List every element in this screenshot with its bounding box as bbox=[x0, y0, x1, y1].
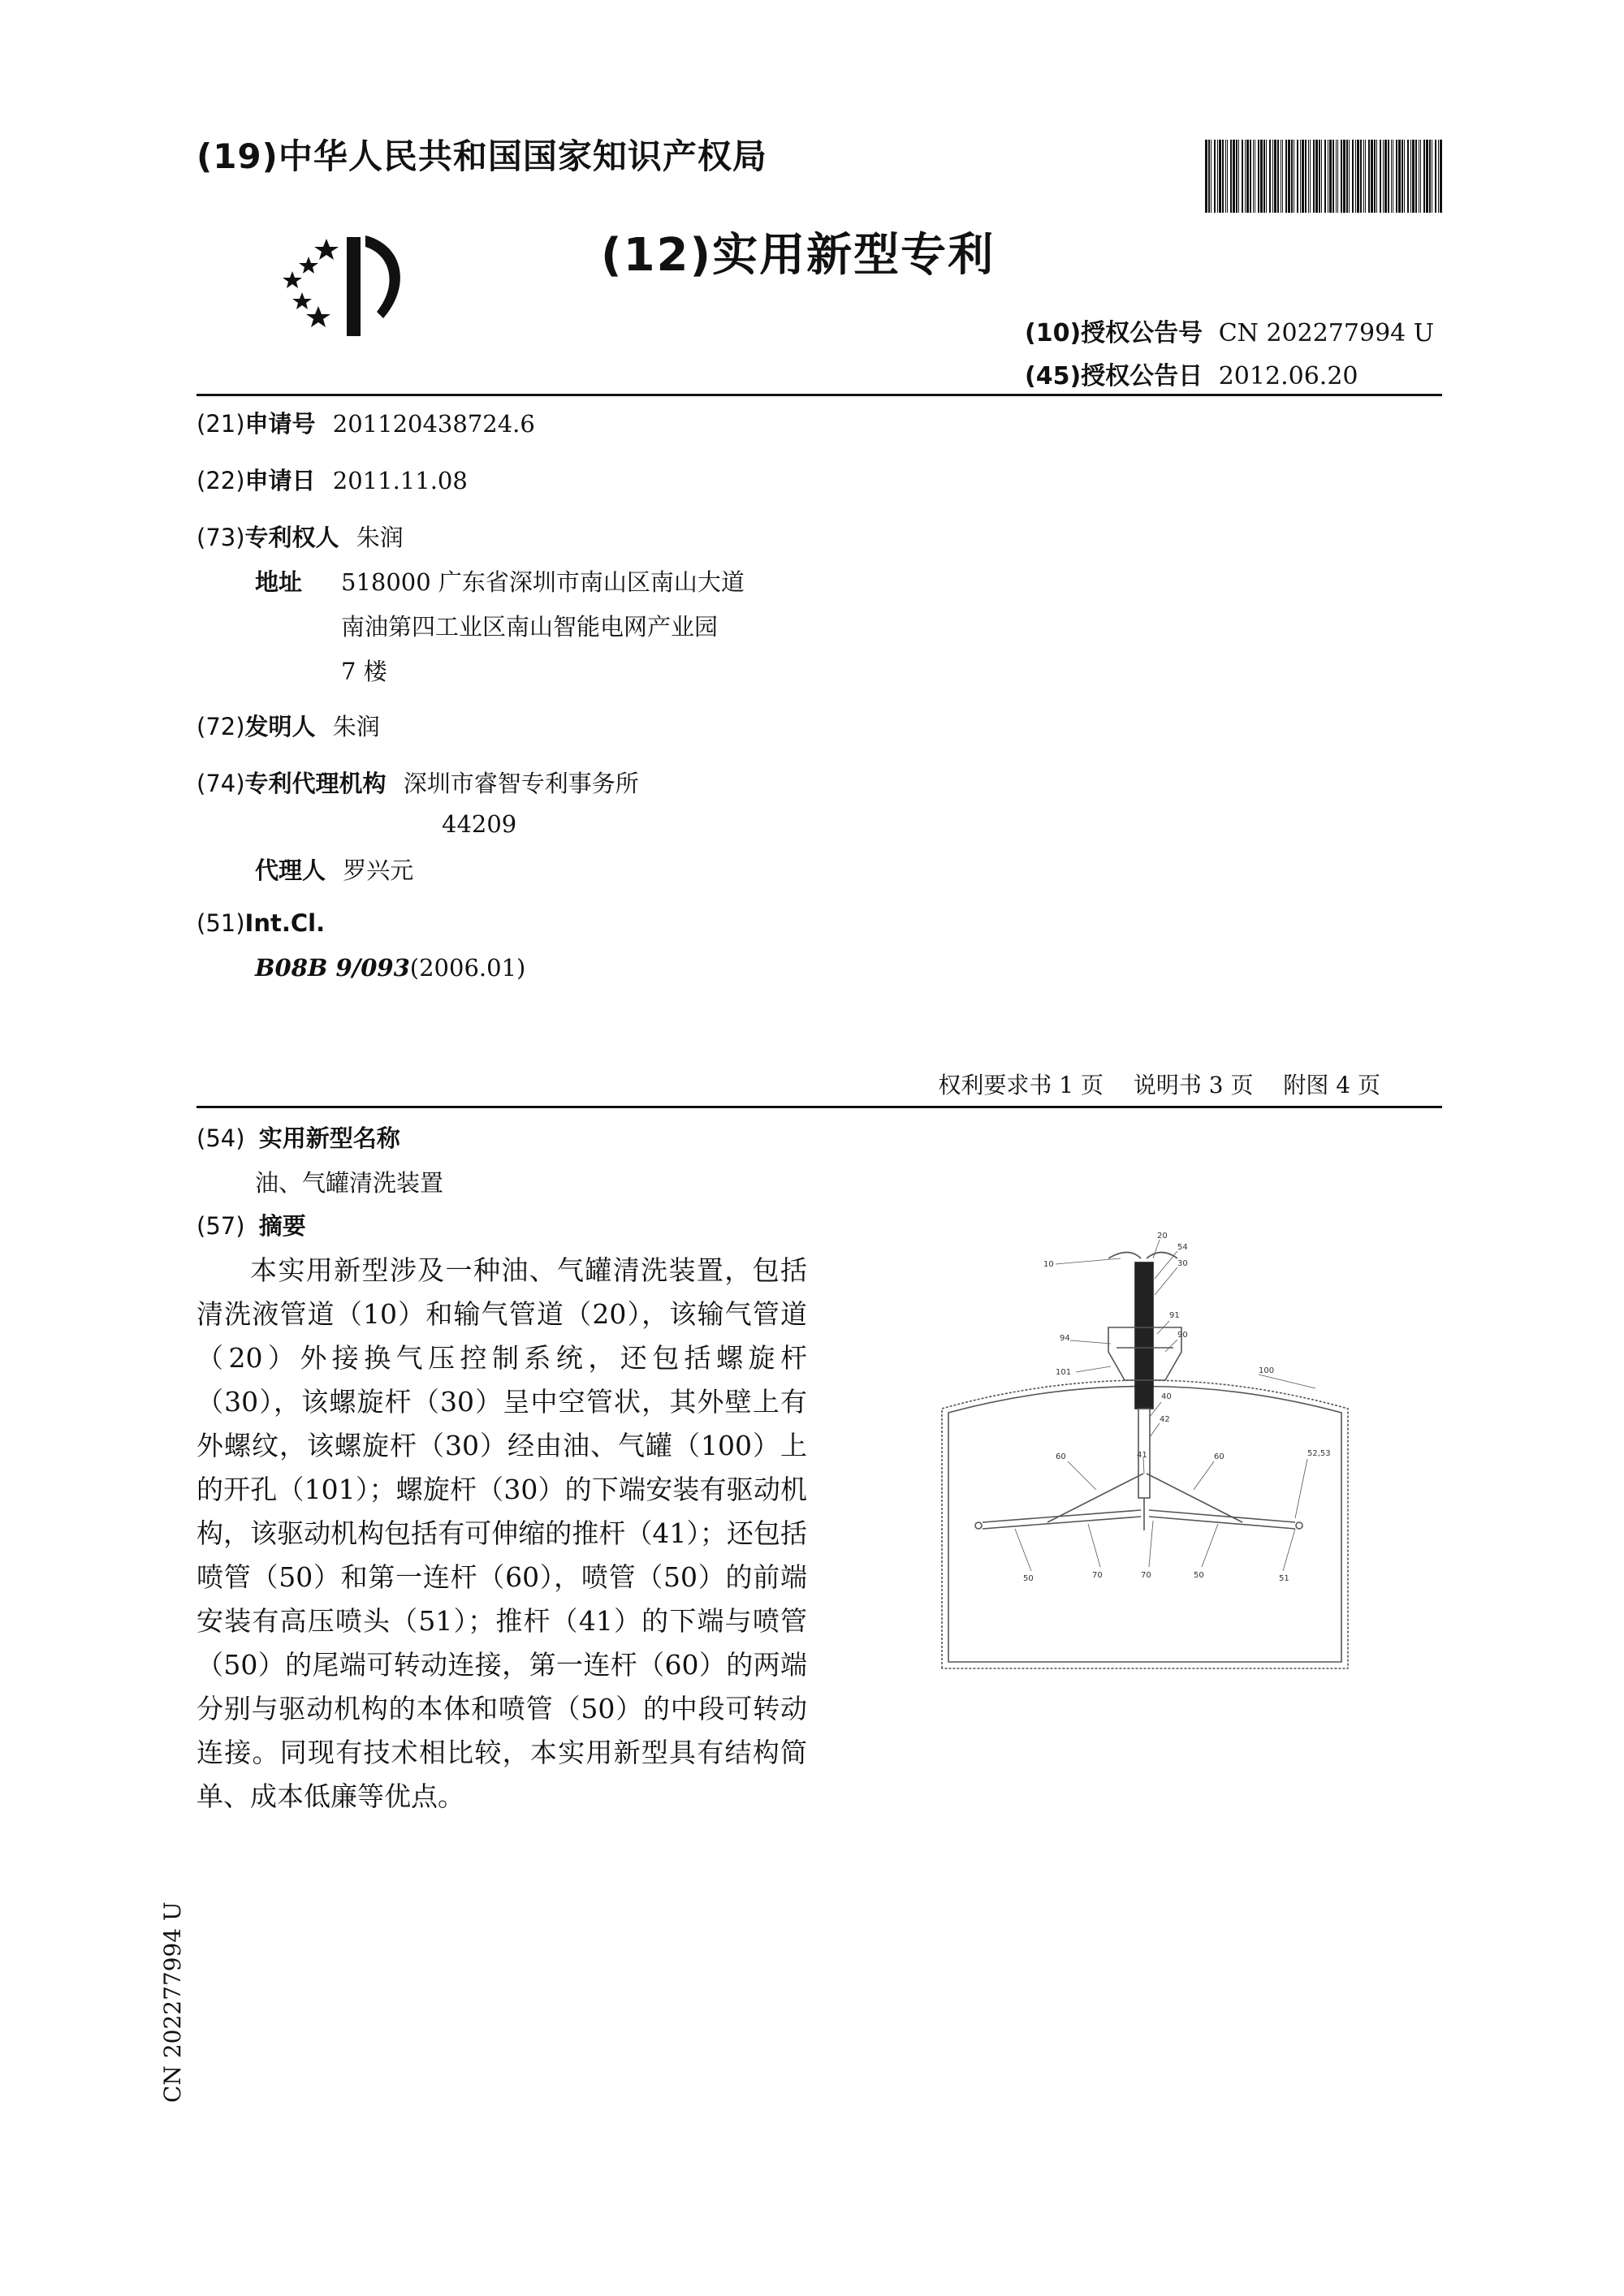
application-number-value: 201120438724.6 bbox=[332, 410, 535, 438]
barcode-bar bbox=[1282, 140, 1283, 213]
barcode-bar bbox=[1352, 140, 1354, 213]
agent-field bbox=[255, 852, 413, 886]
link-right bbox=[1147, 1474, 1242, 1522]
office-name: (19)中华人民共和国国家知识产权局 bbox=[197, 136, 767, 176]
field-label: 摘要 bbox=[258, 1212, 306, 1240]
barcode-bar bbox=[1349, 140, 1350, 213]
barcode-bar bbox=[1305, 140, 1307, 213]
barcode-bar bbox=[1266, 140, 1267, 213]
patentee-field bbox=[197, 520, 404, 553]
barcode-bar bbox=[1260, 140, 1263, 213]
publication-number-label: (10)授权公告号 bbox=[1025, 319, 1203, 347]
field-code: (22) bbox=[197, 467, 245, 494]
barcode bbox=[1205, 140, 1445, 213]
inventor-value: 朱润 bbox=[332, 713, 380, 740]
abstract-text: 本实用新型涉及一种油、气罐清洗装置，包括清洗液管道（10）和输气管道（20），该输气管道（20）外接换气压控制系统，还包括螺旋杆（30），该螺旋杆（30）呈中空管状，其外壁上有外螺纹，该螺旋杆（30）经由油、气罐（100）上的开孔（101）；螺旋杆（30）的下端安装有驱动机构，该驱动机构包括有可伸缩的推杆（41）；还包括喷管（50）和第一连杆（60），喷管（50）的前端安装有高压喷头（51）；推杆（41）的下端与喷管（50）的尾端可转动连接，第一连杆（60）的两端分别与驱动机构的本体和喷管（50）的中段可转动连接。同现有技术相比较，本实用新型具有结构简单、成本低廉等优点。 bbox=[197, 1254, 807, 1812]
barcode-bar bbox=[1374, 140, 1376, 213]
publication-date-row bbox=[1025, 356, 1358, 391]
barcode-bar bbox=[1376, 140, 1377, 213]
leader-lines bbox=[1015, 1240, 1315, 1571]
abstract-heading bbox=[197, 1208, 306, 1241]
nozzle-right bbox=[1296, 1522, 1302, 1529]
barcode-bar bbox=[1329, 140, 1332, 213]
barcode-bar bbox=[1250, 140, 1251, 213]
field-label: 申请号 bbox=[244, 410, 316, 438]
barcode-bar bbox=[1343, 140, 1345, 213]
barcode-bar bbox=[1302, 140, 1304, 213]
barcode-bar bbox=[1341, 140, 1342, 213]
barcode-bar bbox=[1407, 140, 1409, 213]
field-label: 代理人 bbox=[255, 857, 326, 884]
section-divider bbox=[197, 1106, 1442, 1108]
barcode-bar bbox=[1404, 140, 1405, 213]
figure-reference-label: 50 bbox=[1194, 1571, 1204, 1580]
barcode-bar bbox=[1336, 140, 1337, 213]
publication-number-row bbox=[1025, 313, 1434, 348]
field-label: 实用新型名称 bbox=[258, 1124, 400, 1152]
barcode-bar bbox=[1435, 140, 1436, 213]
application-number-field bbox=[197, 406, 535, 439]
figure-reference-label: 42 bbox=[1160, 1415, 1170, 1424]
barcode-bar bbox=[1313, 140, 1315, 213]
barcode-bar bbox=[1423, 140, 1425, 213]
nozzle-left bbox=[975, 1522, 982, 1529]
barcode-bar bbox=[1324, 140, 1326, 213]
figure-reference-label: 91 bbox=[1169, 1311, 1180, 1320]
publication-date-label: (45)授权公告日 bbox=[1025, 362, 1203, 391]
barcode-bar bbox=[1383, 140, 1384, 213]
intcl-version: (2006.01) bbox=[409, 954, 526, 982]
barcode-bar bbox=[1415, 140, 1417, 213]
field-label: Int.Cl. bbox=[244, 909, 326, 937]
claims-pages: 权利要求书 1 页 bbox=[938, 1072, 1104, 1098]
intcl-class: B08B 9/093 bbox=[255, 954, 410, 982]
link-left bbox=[1047, 1474, 1143, 1522]
intcl-field bbox=[197, 909, 325, 937]
figure-reference-label: 100 bbox=[1259, 1366, 1275, 1375]
document-type: (12)实用新型专利 bbox=[601, 229, 996, 282]
figure-reference-label: 90 bbox=[1177, 1331, 1188, 1340]
barcode-bar bbox=[1321, 140, 1322, 213]
tank-outline bbox=[942, 1380, 1348, 1668]
barcode-bar bbox=[1214, 140, 1216, 213]
barcode-bar bbox=[1410, 140, 1411, 213]
barcode-bar bbox=[1222, 140, 1224, 213]
field-label: 专利代理机构 bbox=[244, 770, 387, 797]
barcode-bar bbox=[1253, 140, 1254, 213]
application-date-field bbox=[197, 463, 468, 496]
title-field bbox=[197, 1120, 400, 1154]
address-line-1: 518000 广东省深圳市南山区南山大道 bbox=[341, 568, 745, 596]
barcode-bar bbox=[1269, 140, 1271, 213]
figure-reference-label: 101 bbox=[1056, 1368, 1072, 1377]
barcode-bar bbox=[1288, 140, 1290, 213]
field-code: (21) bbox=[197, 410, 245, 438]
tank-inner bbox=[948, 1387, 1341, 1663]
barcode-bar bbox=[1315, 140, 1318, 213]
figure-reference-label: 70 bbox=[1141, 1571, 1151, 1580]
utility-model-title: 油、气罐清洗装置 bbox=[255, 1169, 444, 1197]
barcode-bar bbox=[1308, 140, 1309, 213]
barcode-bar bbox=[1205, 140, 1207, 213]
barcode-bar bbox=[1363, 140, 1364, 213]
barcode-bar bbox=[1355, 140, 1356, 213]
page-counts bbox=[915, 1068, 1380, 1100]
agency-code: 44209 bbox=[442, 810, 517, 838]
barcode-bar bbox=[1233, 140, 1235, 213]
barcode-bar bbox=[1426, 140, 1428, 213]
barcode-bar bbox=[1272, 140, 1273, 213]
cnipa-emblem-logo bbox=[270, 229, 432, 343]
barcode-bar bbox=[1225, 140, 1226, 213]
figure-reference-label: 20 bbox=[1157, 1232, 1168, 1241]
field-code: (57) bbox=[197, 1212, 245, 1240]
barcode-bar bbox=[1388, 140, 1389, 213]
barcode-bar bbox=[1230, 140, 1232, 213]
inventor-field bbox=[197, 709, 380, 742]
figure-reference-label: 94 bbox=[1060, 1334, 1070, 1343]
barcode-bar bbox=[1319, 140, 1320, 213]
patentee-value: 朱润 bbox=[356, 524, 404, 551]
barcode-bar bbox=[1236, 140, 1237, 213]
barcode-bar bbox=[1365, 140, 1366, 213]
figure-reference-label: 40 bbox=[1161, 1392, 1172, 1401]
barcode-bar bbox=[1227, 140, 1228, 213]
abstract-figure bbox=[934, 1230, 1356, 1685]
barcode-bar bbox=[1371, 140, 1373, 213]
drawings-pages: 附图 4 页 bbox=[1283, 1072, 1380, 1098]
figure-reference-label: 54 bbox=[1177, 1243, 1188, 1252]
barcode-bar bbox=[1300, 140, 1301, 213]
barcode-bar bbox=[1420, 140, 1421, 213]
barcode-bar bbox=[1285, 140, 1287, 213]
field-code: (73) bbox=[197, 524, 245, 551]
barcode-bar bbox=[1391, 140, 1392, 213]
barcode-bar bbox=[1402, 140, 1403, 213]
address-line-3: 7 楼 bbox=[341, 658, 387, 685]
intcl-class-row bbox=[255, 954, 525, 982]
application-date-value: 2011.11.08 bbox=[332, 467, 468, 494]
address-line-2: 南油第四工业区南山智能电网产业园 bbox=[341, 613, 719, 641]
barcode-bar bbox=[1384, 140, 1387, 213]
figure-reference-label: 50 bbox=[1023, 1574, 1034, 1583]
barcode-bar bbox=[1258, 140, 1259, 213]
barcode-bar bbox=[1245, 140, 1246, 213]
top-pipes bbox=[1108, 1253, 1177, 1259]
header-divider bbox=[197, 394, 1442, 396]
figure-reference-label: 41 bbox=[1137, 1451, 1147, 1460]
side-publication-number: CN 202277994 U bbox=[159, 1901, 186, 2103]
barcode-bar bbox=[1332, 140, 1334, 213]
publication-date-value: 2012.06.20 bbox=[1218, 362, 1358, 391]
address-label: 地址 bbox=[255, 568, 303, 596]
agent-value: 罗兴元 bbox=[343, 857, 414, 884]
field-code: (72) bbox=[197, 713, 245, 740]
figure-reference-label: 51 bbox=[1279, 1574, 1289, 1583]
field-code: (54) bbox=[197, 1124, 245, 1152]
barcode-bar bbox=[1291, 140, 1293, 213]
description-pages: 说明书 3 页 bbox=[1133, 1072, 1254, 1098]
barcode-bar bbox=[1217, 140, 1218, 213]
barcode-bar bbox=[1440, 140, 1442, 213]
barcode-bar bbox=[1211, 140, 1212, 213]
figure-reference-label: 70 bbox=[1092, 1571, 1103, 1580]
barcode-bar bbox=[1297, 140, 1298, 213]
barcode-bar bbox=[1310, 140, 1311, 213]
barcode-bar bbox=[1429, 140, 1431, 213]
barcode-bar bbox=[1337, 140, 1338, 213]
field-label: 申请日 bbox=[244, 467, 316, 494]
field-label: 专利权人 bbox=[244, 524, 339, 551]
barcode-bar bbox=[1380, 140, 1381, 213]
barcode-bar bbox=[1396, 140, 1397, 213]
abstract-body bbox=[197, 1249, 807, 1819]
figure-reference-label: 10 bbox=[1043, 1260, 1054, 1269]
figure-reference-label: 52,53 bbox=[1307, 1449, 1331, 1458]
figure-reference-label: 30 bbox=[1177, 1259, 1188, 1268]
barcode-bar bbox=[1277, 140, 1279, 213]
barcode-bar bbox=[1398, 140, 1401, 213]
barcode-bar bbox=[1219, 140, 1221, 213]
barcode-bar bbox=[1438, 140, 1439, 213]
agency-value: 深圳市睿智专利事务所 bbox=[403, 770, 639, 797]
spray-pipe-left-b bbox=[983, 1517, 1141, 1529]
screw-rod bbox=[1135, 1262, 1153, 1409]
spray-pipe-right-b bbox=[1149, 1517, 1295, 1529]
barcode-bar bbox=[1357, 140, 1359, 213]
publication-number-value: CN 202277994 U bbox=[1218, 319, 1435, 347]
barcode-bar bbox=[1242, 140, 1243, 213]
barcode-bar bbox=[1208, 140, 1210, 213]
spray-pipe-left bbox=[983, 1510, 1141, 1522]
figure-reference-label: 60 bbox=[1214, 1452, 1224, 1461]
barcode-bar bbox=[1360, 140, 1362, 213]
barcode-bar bbox=[1263, 140, 1265, 213]
barcode-bar bbox=[1246, 140, 1249, 213]
field-code: (51) bbox=[197, 909, 245, 937]
agency-field bbox=[197, 766, 639, 799]
barcode-bar bbox=[1274, 140, 1276, 213]
barcode-bar bbox=[1238, 140, 1239, 213]
barcode-bar bbox=[1368, 140, 1370, 213]
field-label: 发明人 bbox=[244, 713, 316, 740]
barcode-bar bbox=[1346, 140, 1348, 213]
figure-reference-label: 60 bbox=[1056, 1452, 1066, 1461]
barcode-bar bbox=[1412, 140, 1415, 213]
field-code: (74) bbox=[197, 770, 245, 797]
